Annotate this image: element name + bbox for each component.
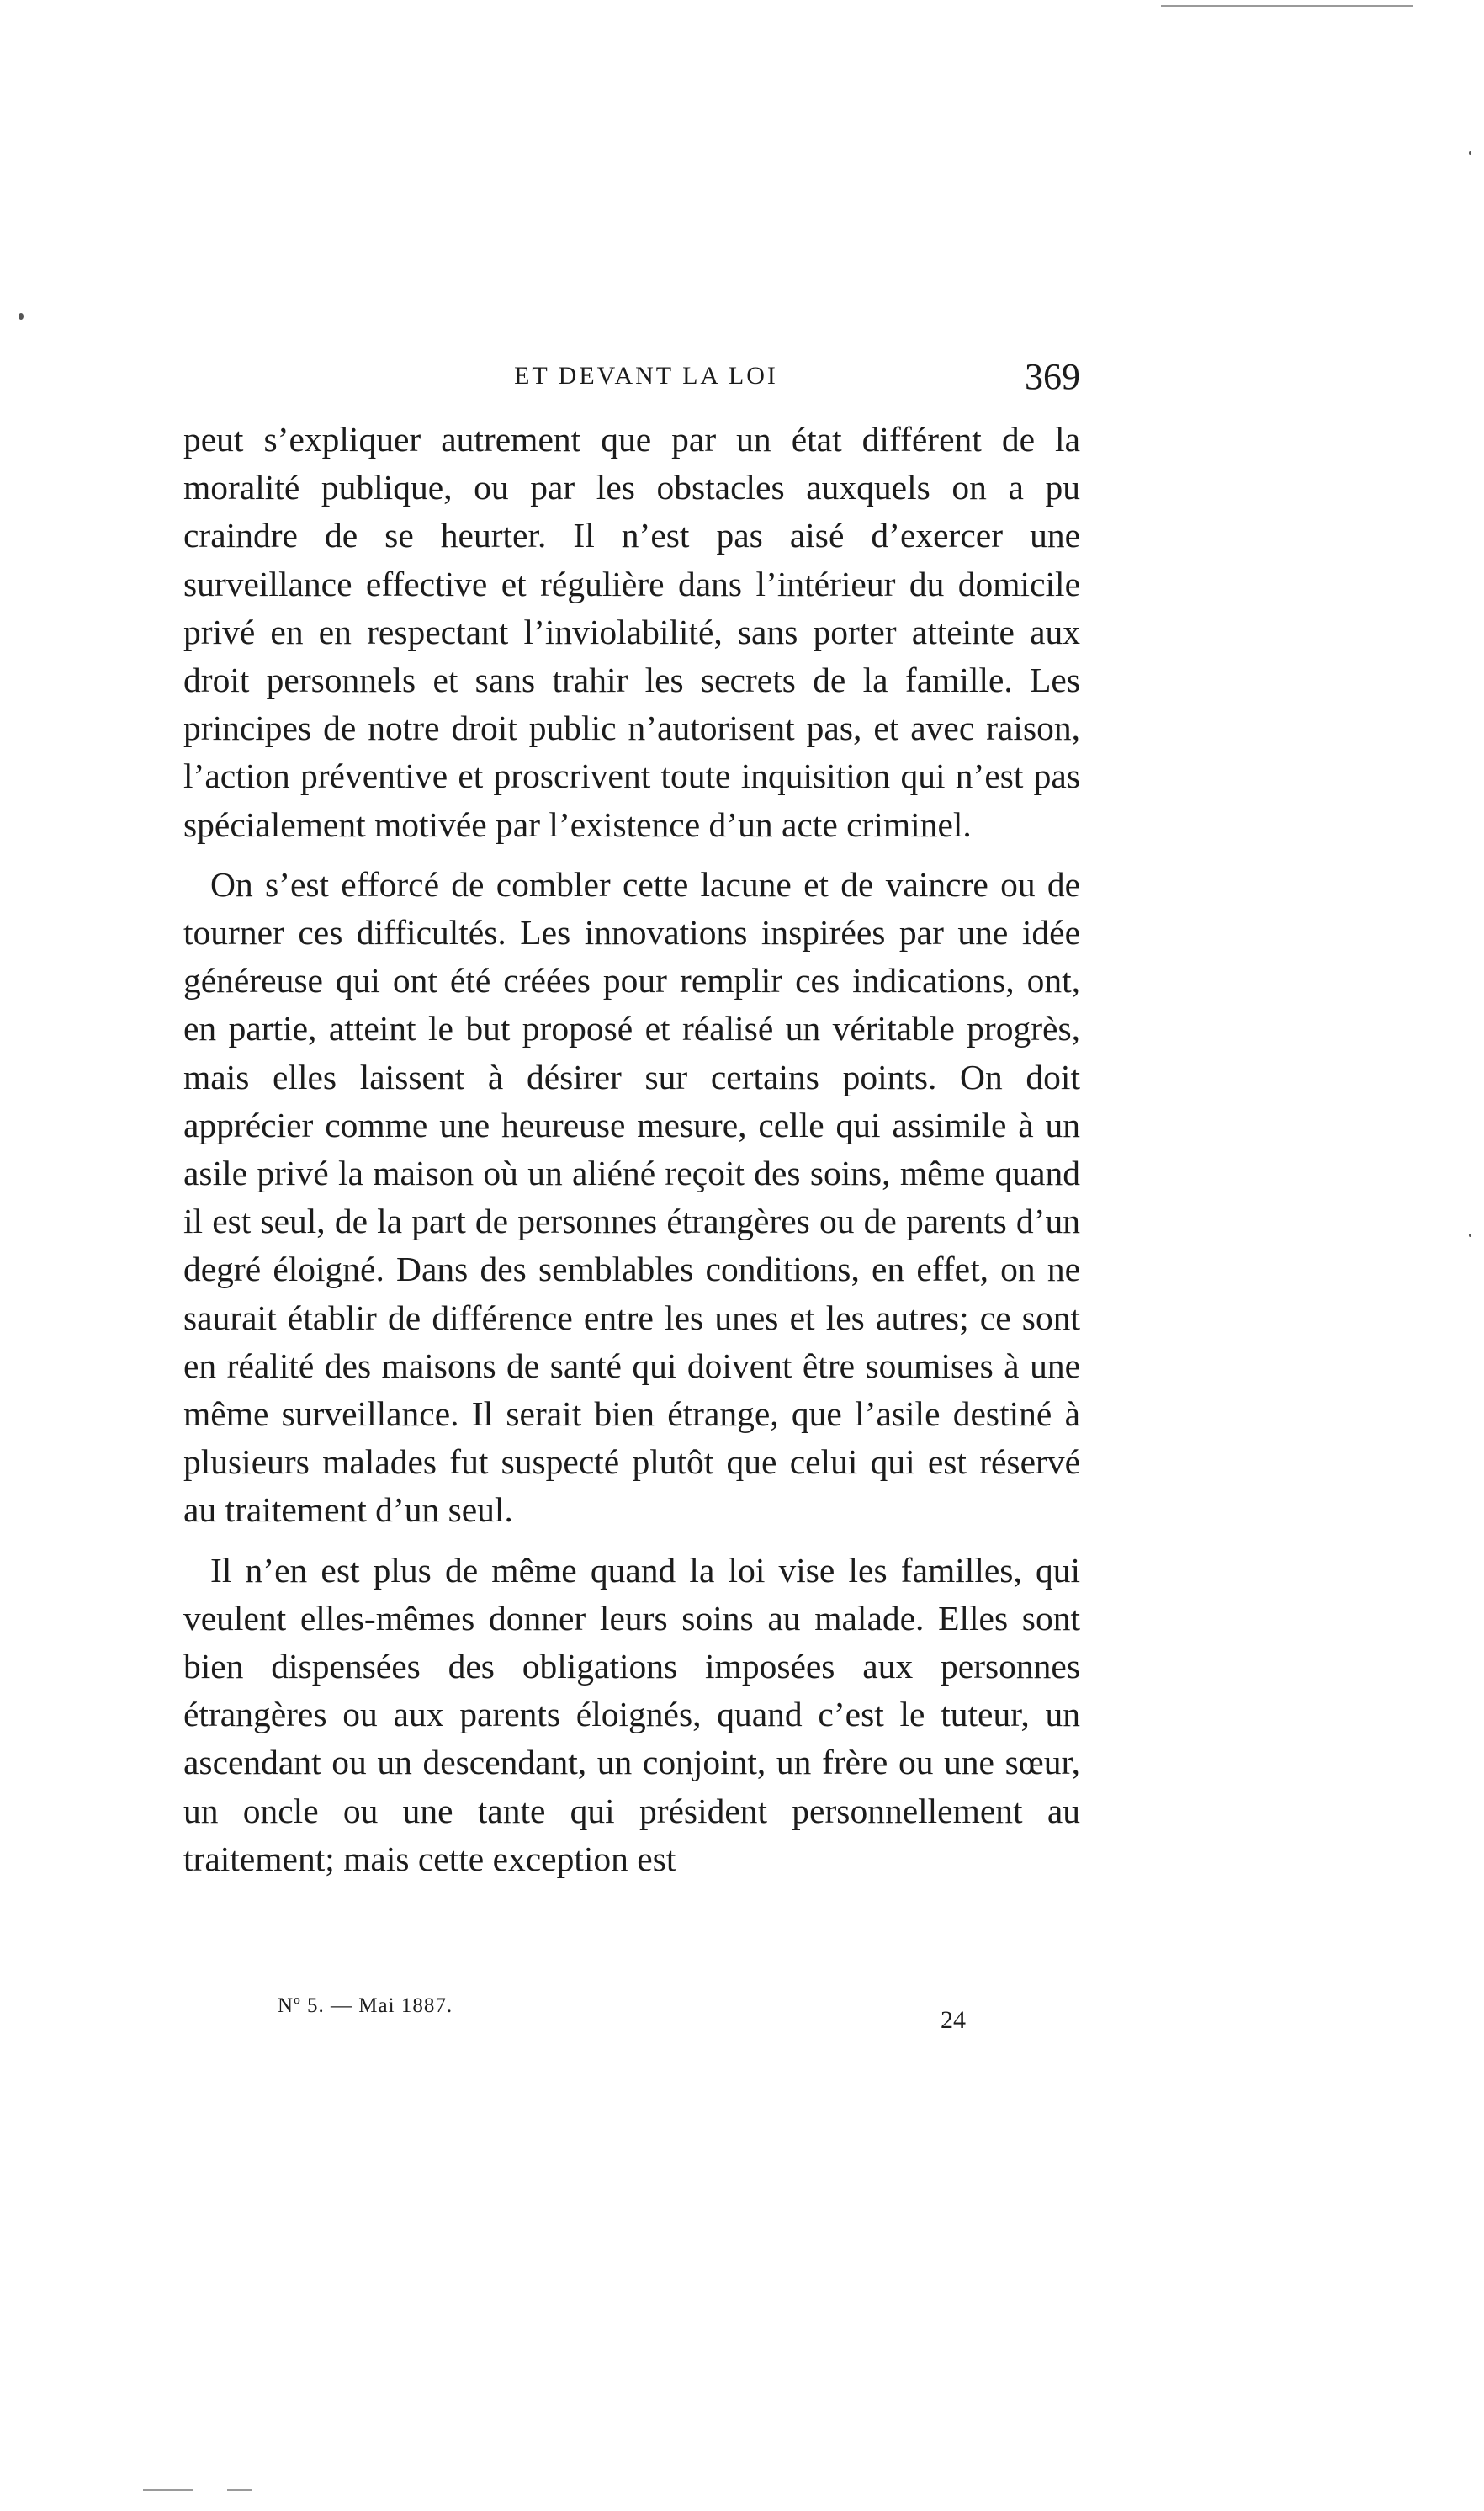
scan-edge-line bbox=[227, 2489, 252, 2491]
scan-speck bbox=[1469, 1234, 1471, 1237]
paragraph-2: On s’est efforcé de combler cette lacune et de vaincre ou de tourner ces difficultés. Les innovations inspirées par une idée généreuse qui ont été créées pour remplir ces indications, ont, en partie, atteint le but proposé et réalisé un véritable progrès, mais elles laissent à désirer sur certains points. On doit apprécier comme une heureuse mesure, celle qui assimile à un asile privé la maison où un aliéné reçoit des soins, même quand il est seul, de la part de personnes étrangères ou de parents d’un degré éloigné. Dans des semblables conditions, en effet, on ne saurait établir de différence entre les unes et les autres; ce sont en réalité des maisons de santé qui doivent être soumises à une même surveillance. Il serait bien étrange, que l’asile destiné à plusieurs malades fut suspecté plutôt que celui qui est réservé au traitement d’un seul. bbox=[183, 864, 1080, 1530]
paragraph-1: peut s’expliquer autrement que par un état différent de la moralité publique, ou par les obstacles auxquels on a pu craindre de se heurter. Il n’est pas aisé d’exercer une surveillance effective et régulière dans l’intérieur du domicile privé en en respectant l’inviolabilité, sans porter atteinte aux droit personnels et sans trahir les secrets de la famille. Les principes de notre droit public n’autorisent pas, et avec raison, l’action préventive et proscrivent toute inquisition qui n’est pas spécialement motivée par l’existence d’un acte criminel. bbox=[183, 420, 1080, 844]
scan-speck bbox=[19, 313, 24, 320]
body-text bbox=[183, 416, 1080, 1883]
scan-edge-line bbox=[1161, 5, 1413, 7]
signature-mark: 24 bbox=[941, 2006, 966, 2034]
paragraph-3: Il n’en est plus de même quand la loi vise les familles, qui veulent elles-mêmes donner leurs soins au malade. Elles sont bien dispensées des obligations imposées aux personnes étrangères ou aux parents éloignés, quand c’est le tuteur, un ascendant ou un descendant, un conjoint, un frère ou une sœur, un oncle ou une tante qui président personnellement au traitement; mais cette exception est bbox=[183, 1550, 1080, 1878]
scan-edge-line bbox=[143, 2489, 193, 2491]
issue-line: Nº 5. — Mai 1887. bbox=[278, 1994, 453, 2017]
page-number: 369 bbox=[1025, 356, 1080, 397]
running-head bbox=[183, 352, 1080, 402]
page-footer bbox=[183, 1989, 1080, 2040]
running-title: ET DEVANT LA LOI bbox=[514, 362, 778, 390]
scan-speck bbox=[1469, 151, 1471, 155]
